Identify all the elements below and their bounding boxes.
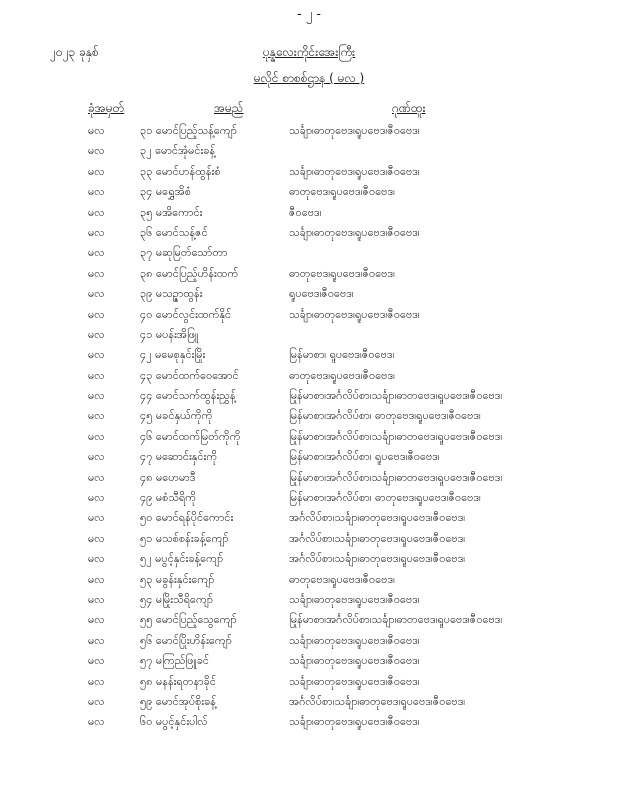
exam-year: ၂၀၂၃ ခုနှစ် bbox=[50, 45, 99, 59]
roll-prefix: မလ bbox=[88, 124, 105, 137]
results-list bbox=[0, 121, 618, 733]
distinction-subjects: သင်္ချာ၊ဓာတုဗေဒ၊ရူပဗေဒ၊ဇီဝဗေဒ၊ bbox=[289, 654, 420, 668]
table-row bbox=[0, 406, 618, 426]
exam-center-subtitle: မလိုင် စာစစ်ဌာန ( မလ ) bbox=[253, 71, 365, 85]
roll-prefix: မလ bbox=[88, 694, 105, 708]
distinction-subjects: သင်္ချာ၊ဓာတုဗေဒ၊ရူပဗေဒ၊ဇီဝဗေဒ၊ bbox=[289, 715, 420, 729]
distinction-subjects: ဓာတုဗေဒ၊ရူပဗေဒ၊ဇီဝဗေဒ၊ bbox=[289, 368, 395, 382]
table-row bbox=[0, 141, 618, 161]
table-row bbox=[0, 366, 618, 386]
table-row bbox=[0, 386, 618, 406]
distinction-subjects: သင်္ချာ၊ဓာတုဗေဒ၊ရူပဗေဒ၊ဇီဝဗေဒ၊ bbox=[289, 633, 420, 647]
student-name: ၃၇ မဆုမြတ်သော်တာ bbox=[140, 246, 228, 260]
header-roll-number: ခုံအမှတ် bbox=[88, 101, 125, 115]
distinction-subjects: သင်္ချာ၊ဓာတုဗေဒ၊ရူပဗေဒ၊ဇီဝဗေဒ၊ bbox=[289, 674, 420, 688]
table-row bbox=[0, 325, 618, 345]
student-name: ၅၃ မခွန်းနှင်းကျော် bbox=[140, 572, 215, 586]
student-name: ၃၉ မသဉ္ဇာထွန်း bbox=[140, 287, 203, 301]
table-row bbox=[0, 488, 618, 508]
student-name: ၄၅ မခင်နှယ်ကိုကို bbox=[140, 409, 213, 423]
distinction-subjects: မြန်မာစာ၊အင်္ဂလိပ်စာ၊သင်္ချာ၊ဓာတုဗေဒ၊ရူပဗေဒ၊ဇီဝဗေဒ၊ bbox=[289, 429, 503, 443]
table-row bbox=[0, 203, 618, 223]
table-row bbox=[0, 305, 618, 325]
student-name: ၃၂ မောင်အုံမင်းခန့် bbox=[140, 144, 216, 158]
roll-prefix: မလ bbox=[88, 266, 105, 280]
table-row bbox=[0, 162, 618, 182]
roll-prefix: မလ bbox=[88, 368, 105, 382]
roll-prefix: မလ bbox=[88, 164, 105, 178]
student-name: ၄၂ မမေစုနှင်းမြိုး bbox=[140, 348, 206, 362]
distinction-subjects: ဓာတုဗေဒ၊ရူပဗေဒ၊ဇီဝဗေဒ၊ bbox=[289, 572, 395, 586]
roll-prefix: မလ bbox=[88, 246, 105, 260]
table-row bbox=[0, 223, 618, 243]
table-row bbox=[0, 692, 618, 712]
roll-prefix: မလ bbox=[88, 429, 105, 443]
distinction-subjects: သင်္ချာ၊ဓာတုဗေဒ၊ရူပဗေဒ၊ဇီဝဗေဒ၊ bbox=[289, 592, 420, 606]
distinction-subjects: မြန်မာစာ၊အင်္ဂလိပ်စာ၊သင်္ချာ၊ဓာတုဗေဒ၊ရူပဗေဒ၊ဇီဝဗေဒ၊ bbox=[289, 389, 503, 403]
roll-prefix: မလ bbox=[88, 715, 105, 729]
roll-prefix: မလ bbox=[88, 225, 105, 239]
table-row bbox=[0, 610, 618, 630]
roll-prefix: မလ bbox=[88, 409, 105, 423]
student-name: ၅၁ မသစ်စန်းခန့်ကျော် bbox=[140, 531, 229, 545]
student-name: ၄၉ မစံသီရိကို bbox=[140, 491, 197, 505]
roll-prefix: မလ bbox=[88, 287, 105, 301]
student-name: ၃၈ မောင်ပြည့်ဟိန်းထက် bbox=[140, 266, 239, 280]
student-name: ၃၄ မရွှေအိစံ bbox=[140, 185, 191, 199]
distinction-subjects: အင်္ဂလိပ်စာ၊သင်္ချာ၊ဓာတုဗေဒ၊ရူပဗေဒ၊ဇီဝဗေဒ၊ bbox=[289, 531, 466, 545]
student-name: ၃၁ မောင်ပြည့်သန့်ကျော် bbox=[140, 124, 237, 137]
distinction-subjects: မြန်မာစာ၊ ရူပဗေဒ၊ဇီဝဗေဒ၊ bbox=[289, 348, 395, 362]
distinction-subjects: ဓာတုဗေဒ၊ရူပဗေဒ၊ဇီဝဗေဒ၊ bbox=[289, 185, 395, 199]
table-row bbox=[0, 182, 618, 202]
roll-prefix: မလ bbox=[88, 144, 105, 158]
table-row bbox=[0, 672, 618, 692]
distinction-subjects: မြန်မာစာ၊အင်္ဂလိပ်စာ၊ ဓာတုဗေဒ၊ရူပဗေဒ၊ဇီဝဗေဒ၊ bbox=[289, 491, 481, 505]
roll-prefix: မလ bbox=[88, 654, 105, 668]
student-name: ၃၃ မောင်ဟန်ထွန်းစံ bbox=[140, 164, 221, 178]
distinction-subjects: ရူပဗေဒ၊ဇီဝဗေဒ၊ bbox=[289, 287, 354, 301]
roll-prefix: မလ bbox=[88, 674, 105, 688]
roll-prefix: မလ bbox=[88, 389, 105, 403]
student-name: ၅၄ မမြိုးသီရိကျော် bbox=[140, 592, 214, 606]
roll-prefix: မလ bbox=[88, 531, 105, 545]
table-row bbox=[0, 468, 618, 488]
student-name: ၃၆ မောင်သန့်ဇင် bbox=[140, 225, 208, 239]
distinction-subjects: မြန်မာစာ၊အင်္ဂလိပ်စာ၊ ဓာတုဗေဒ၊ရူပဗေဒ၊ဇီဝဗေဒ၊ bbox=[289, 409, 481, 423]
table-row bbox=[0, 529, 618, 549]
distinction-subjects: သင်္ချာ၊ဓာတုဗေဒ၊ရူပဗေဒ၊ဇီဝဗေဒ၊ bbox=[289, 307, 420, 321]
roll-prefix: မလ bbox=[88, 633, 105, 647]
roll-prefix: မလ bbox=[88, 185, 105, 199]
distinction-subjects: သင်္ချာ၊ဓာတုဗေဒ၊ရူပဗေဒ၊ဇီဝဗေဒ၊ bbox=[289, 124, 420, 137]
distinction-subjects: ဇီဝဗေဒ၊ bbox=[289, 205, 322, 219]
student-name: ၄၆ မောင်ထက်မြတ်ကိုကို bbox=[140, 429, 241, 443]
table-row bbox=[0, 345, 618, 365]
table-row bbox=[0, 570, 618, 590]
table-row bbox=[0, 631, 618, 651]
student-name: ၅၀ မောင်ရန်ပိုင်ကောင်း bbox=[140, 511, 234, 525]
distinction-subjects: ဓာတုဗေဒ၊ရူပဗေဒ၊ဇီဝဗေဒ၊ bbox=[289, 266, 395, 280]
table-row bbox=[0, 590, 618, 610]
table-row bbox=[0, 427, 618, 447]
student-name: ၅၇ မကြည်ဖြူခင် bbox=[140, 654, 209, 668]
school-title: ပုန္နလေးကိုင်းအေးကြီး bbox=[262, 45, 356, 59]
student-name: ၅၈ မနန်းရတနာခိုင် bbox=[140, 674, 216, 688]
roll-prefix: မလ bbox=[88, 205, 105, 219]
distinction-subjects: သင်္ချာ၊ဓာတုဗေဒ၊ရူပဗေဒ၊ဇီဝဗေဒ၊ bbox=[289, 164, 420, 178]
distinction-subjects: အင်္ဂလိပ်စာ၊သင်္ချာ၊ဓာတုဗေဒ၊ရူပဗေဒ၊ဇီဝဗေဒ၊ bbox=[289, 552, 466, 566]
roll-prefix: မလ bbox=[88, 348, 105, 362]
student-name: ၆၀ မပွင့်နှင်းပါလ် bbox=[140, 715, 208, 729]
roll-prefix: မလ bbox=[88, 572, 105, 586]
table-row bbox=[0, 549, 618, 569]
page-number: - ၂ - bbox=[296, 7, 322, 22]
roll-prefix: မလ bbox=[88, 307, 105, 321]
roll-prefix: မလ bbox=[88, 450, 105, 464]
student-name: ၄၁ မပန်းအိဖြူ bbox=[140, 327, 199, 341]
roll-prefix: မလ bbox=[88, 592, 105, 606]
distinction-subjects: သင်္ချာ၊ဓာတုဗေဒ၊ရူပဗေဒ၊ဇီဝဗေဒ၊ bbox=[289, 225, 420, 239]
student-name: ၃၅ မအိကောင်း bbox=[140, 205, 203, 219]
table-row bbox=[0, 243, 618, 263]
table-row bbox=[0, 508, 618, 528]
student-name: ၅၂ မပွင့်နှင်းခန့်ကျော် bbox=[140, 552, 224, 566]
roll-prefix: မလ bbox=[88, 613, 105, 627]
student-name: ၄၄ မောင်သက်ထွန်းညွှန့် bbox=[140, 389, 236, 403]
distinction-subjects: မြန်မာစာ၊အင်္ဂလိပ်စာ၊ ရူပဗေဒ၊ဇီဝဗေဒ၊ bbox=[289, 450, 440, 464]
distinction-subjects: အင်္ဂလိပ်စာ၊သင်္ချာ၊ဓာတုဗေဒ၊ရူပဗေဒ၊ဇီဝဗေဒ၊ bbox=[289, 694, 466, 708]
header-distinctions: ဂုဏ်ထူး bbox=[392, 101, 426, 115]
student-name: ၅၉ မောင်အုပ်စိုးခန့် bbox=[140, 694, 216, 708]
table-row bbox=[0, 447, 618, 467]
student-name: ၄၃ မောင်ထက်ဝေအောင် bbox=[140, 368, 239, 382]
table-row bbox=[0, 712, 618, 732]
distinction-subjects: မြန်မာစာ၊အင်္ဂလိပ်စာ၊သင်္ချာ၊ဓာတုဗေဒ၊ရူပဗေဒ၊ဇီဝဗေဒ၊ bbox=[289, 470, 503, 484]
distinction-subjects: မြန်မာစာ၊အင်္ဂလိပ်စာ၊သင်္ချာ၊ဓာတုဗေဒ၊ရူပဗေဒ၊ဇီဝဗေဒ၊ bbox=[289, 613, 503, 627]
table-row bbox=[0, 651, 618, 671]
student-name: ၄၈ မဟေမာဒီ bbox=[140, 470, 196, 484]
roll-prefix: မလ bbox=[88, 491, 105, 505]
roll-prefix: မလ bbox=[88, 470, 105, 484]
student-name: ၄၀ မောင်လွင်းထက်နိုင် bbox=[140, 307, 232, 321]
table-row bbox=[0, 121, 618, 141]
roll-prefix: မလ bbox=[88, 511, 105, 525]
roll-prefix: မလ bbox=[88, 327, 105, 341]
header-name: အမည် bbox=[214, 101, 244, 115]
roll-prefix: မလ bbox=[88, 552, 105, 566]
table-row bbox=[0, 264, 618, 284]
student-name: ၄၇ မဆောင်းနှင်းကို bbox=[140, 450, 218, 464]
table-row bbox=[0, 284, 618, 304]
distinction-subjects: အင်္ဂလိပ်စာ၊သင်္ချာ၊ဓာတုဗေဒ၊ရူပဗေဒ၊ဇီဝဗေဒ၊ bbox=[289, 511, 466, 525]
student-name: ၅၅ မောင်ပြည့်သွေကျော် bbox=[140, 613, 237, 627]
student-name: ၅၆ မောင်ပြိုးဟိန်းကျော် bbox=[140, 633, 232, 647]
